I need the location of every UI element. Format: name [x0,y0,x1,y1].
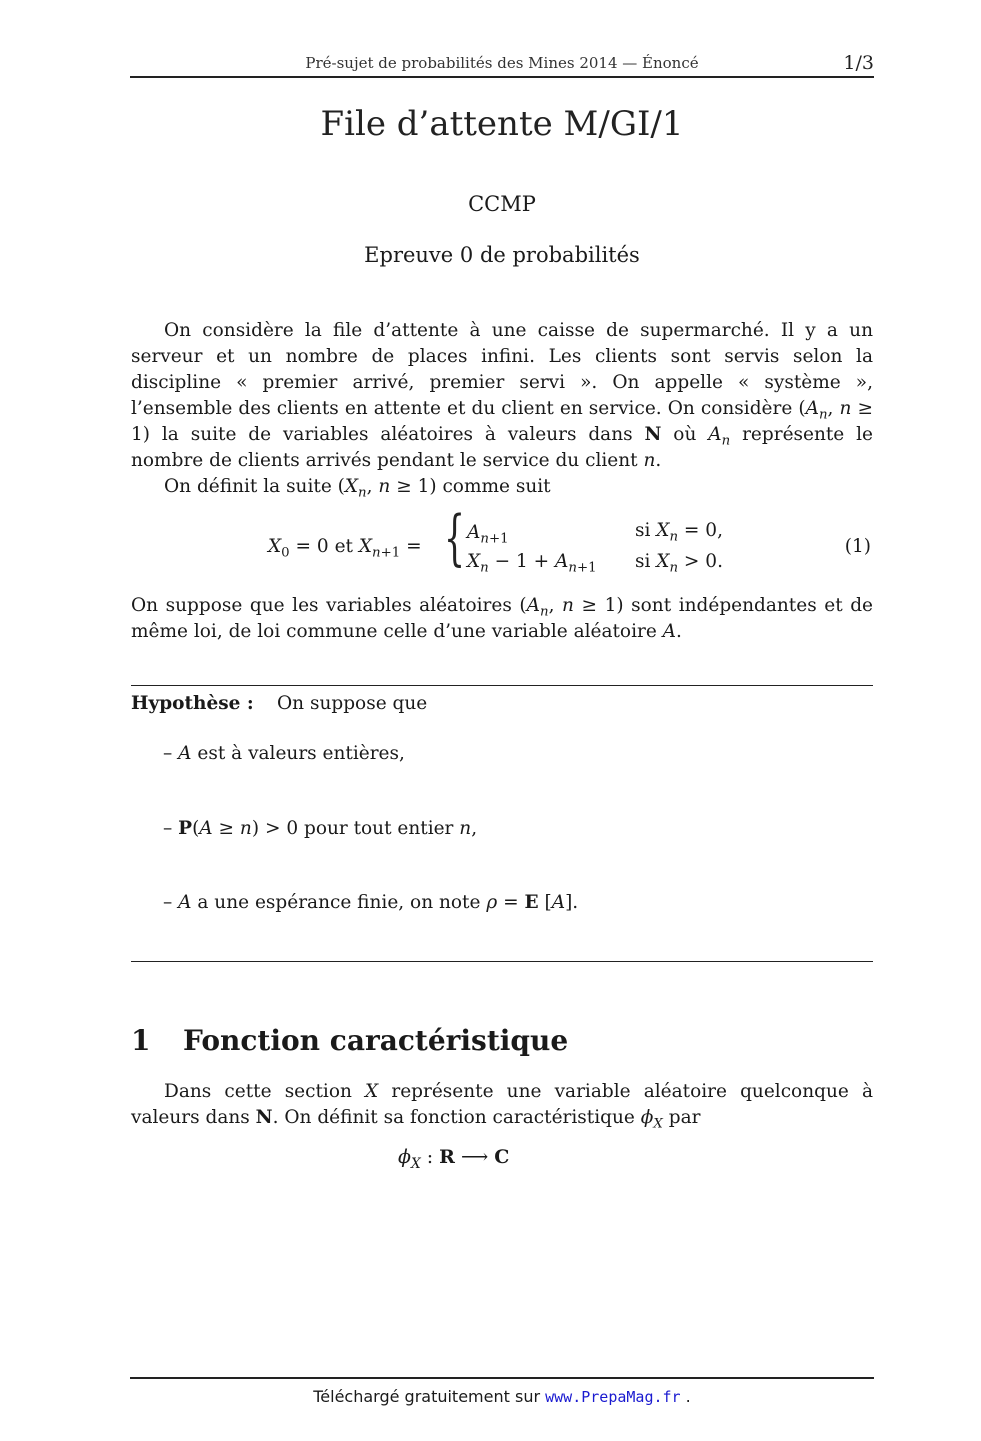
intro-line: du client [555,449,644,471]
intro-paragraph: On considère la file d’attente à une caisse de supermarché. Il y a un serveur et un nombre de places infini. Les clients sont servis selon la discipline « premier arrivé, premier servi ». On appelle « système », l’ensemble des clients en attente et du client en service. On considère ($A_n$, n ≥ 1) la suite de variables aléatoires à valeurs dans N où $A_n$ représente le nombre de clients arrivés pendant le service du client n. [131,320,874,471]
hypothesis-label: Hypothèse : [131,693,254,714]
equation-case-2-value: $X_n - 1 + A_{n+1}$ [467,551,597,576]
intro-line: et du client en service. On considère ( [447,397,806,419]
hypothesis-item: – P(A ≥ n) > 0 pour tout entier n, [163,818,478,839]
hypothesis-item-text: a une espérance finie, on note [191,892,487,913]
document-author: CCMP [468,192,536,216]
hypothesis-top-rule [131,685,873,686]
equation-text: = 0 et [289,536,359,557]
equation-text: > 0. [678,551,723,572]
assumption-text: . [676,620,682,642]
section-text: représente une variable aléatoire quelconque à valeurs [131,1081,873,1128]
hypothesis-bottom-rule [131,961,873,962]
equation-case-1-condition: si $X_n = 0$, [635,520,723,545]
hypothesis-item-text: ) > 0 pour tout entier [251,818,460,839]
equation-text: = 0, [678,520,723,541]
intro-line: , [827,397,840,419]
section-paragraph: Dans cette section X représente une variable aléatoire quelconque à valeurs dans N. On définit sa fonction caractéristique $\phi_X$ par [131,1081,873,1132]
page-number: 1/3 [843,52,874,74]
document-title: File d’attente M/GI/1 [320,104,684,144]
footer-link[interactable]: www.PrepaMag.fr [545,1388,681,1406]
formula-text: ⟶ [454,1146,495,1168]
footer-end: . [680,1387,691,1406]
equation-case-1-value: $A_{n+1}$ [467,522,509,547]
hypothesis-item-text: = [497,892,525,913]
assumption-text: ≥ 1) sont indépendantes et de [573,595,873,616]
hypothesis-item-text: [ [538,892,552,913]
equation-brace: { [444,503,466,573]
equation-left-side: $X_0 = 0$ et $X_{n+1}$ = [268,536,422,561]
intro-line: On considère la file d’attente à une caisse de supermarché. Il y a un serveur [131,320,873,367]
section-number: 1 [131,1024,151,1057]
equation-text: − 1 + [488,551,556,572]
section-text: dans [205,1106,256,1128]
assumption-text: même loi, de loi commune celle d’une variable aléatoire [131,620,663,642]
section-title: Fonction caractéristique [183,1024,569,1057]
intro-line: où [661,423,709,445]
hypothesis-item-text: ≥ [212,818,240,839]
section-text: par [662,1106,701,1128]
hypothesis-item-text: ]. [565,892,579,913]
definition-text: , [366,476,379,497]
hypothesis-item-text: , [471,818,478,839]
formula-text: : [420,1146,440,1168]
hypothesis-item-text: est à valeurs entières, [191,743,405,764]
equation-text: = [400,536,422,557]
definition-line: On définit la suite ($X_n$, n ≥ 1) comme suit [164,476,551,501]
definition-text: ≥ 1) comme suit [390,476,551,497]
hypothesis-item: – A a une espérance finie, on note ρ = E [A]. [163,892,579,913]
section-text: Dans cette section [164,1081,366,1102]
intro-line: et un nombre de places infini. Les clients sont servis selon la discipline « premier [131,345,873,393]
intro-line: . [655,449,662,471]
footer [130,1387,874,1406]
hypothesis-item-text: ( [192,818,200,839]
intro-line: valeurs dans [507,423,645,445]
equation-text: si [635,551,657,572]
intro-line: ≥ 1) la suite de variables aléatoires à [131,397,873,445]
running-header [130,54,874,78]
intro-line: arrivé, premier servi ». On appelle « système », l’ensemble des clients en attente [131,371,873,419]
footer-text: Téléchargé gratuitement sur [313,1387,546,1406]
equation-number: (1) [844,536,871,557]
equation-case-2-condition: si $X_n > 0$. [635,551,723,576]
assumption-text: , [548,595,563,616]
equation-text: si [635,520,657,541]
hypothesis-text: On suppose que [277,693,428,714]
running-header-title: Pré-sujet de probabilités des Mines 2014 — Énoncé [305,54,699,72]
hypothesis-item: – A est à valeurs entières, [163,743,405,764]
characteristic-function-formula: $\phi_X$ : R ⟶ C [398,1146,510,1172]
footer-rule [130,1377,874,1379]
definition-text: On définit la suite ( [164,476,345,497]
document-subtitle: Epreuve 0 de probabilités [364,243,640,267]
assumption-paragraph: On suppose que les variables aléatoires ($A_n$, n ≥ 1) sont indépendantes et de même loi, de loi commune celle d’une variable aléatoire A. [131,595,873,642]
section-text: . On définit sa fonction caractéristique [272,1106,641,1128]
intro-line: représente le nombre de clients arrivés pendant le service [131,423,874,471]
assumption-text: On suppose que les variables aléatoires ( [131,595,527,616]
